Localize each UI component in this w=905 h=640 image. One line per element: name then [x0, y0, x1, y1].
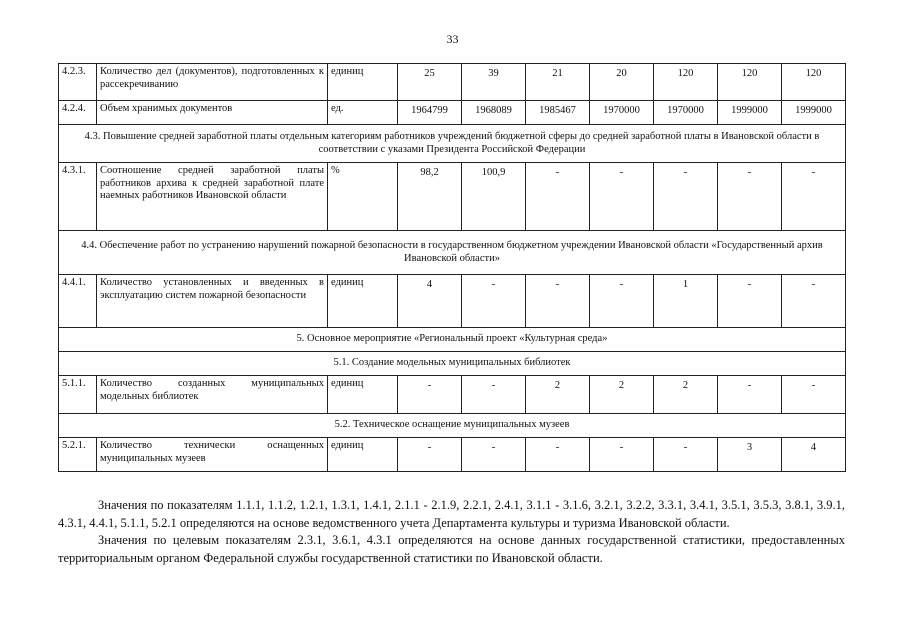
indicator-value: -	[782, 376, 846, 414]
indicator-name: Количество технически оснащенных муниципальных музеев	[97, 438, 328, 472]
indicator-value: 1964799	[398, 101, 462, 125]
note-paragraph: Значения по целевым показателям 2.3.1, 3.6.1, 4.3.1 определяются на основе данных государственной статистики, предоставленных территориальным органом Федеральной службы государственной статистики по Ивановской области.	[58, 533, 845, 565]
section-title: 4.4. Обеспечение работ по устранению нарушений пожарной безопасности в государственном бюджетном учреждении Ивановской области «Государственный архив Ивановской области»	[59, 231, 846, 275]
indicator-value: -	[782, 275, 846, 328]
indicator-value: 120	[654, 64, 718, 101]
indicator-unit: единиц	[328, 64, 398, 101]
indicator-name: Объем хранимых документов	[97, 101, 328, 125]
indicator-value: -	[782, 163, 846, 231]
indicator-value: -	[590, 163, 654, 231]
indicator-number: 4.2.4.	[59, 101, 97, 125]
indicator-value: 120	[782, 64, 846, 101]
section-title: 4.3. Повышение средней заработной платы отдельным категориям работников учреждений бюджетной сферы до средней заработной платы в Ивановской области в соответствии с указами Президента Российской Федерации	[59, 125, 846, 163]
indicator-value: 1970000	[654, 101, 718, 125]
indicator-value: 39	[462, 64, 526, 101]
indicator-unit: ед.	[328, 101, 398, 125]
indicator-value: -	[398, 438, 462, 472]
indicator-name: Количество дел (документов), подготовленных к рассекречиванию	[97, 64, 328, 101]
indicator-value: 1999000	[782, 101, 846, 125]
indicator-value: 1999000	[718, 101, 782, 125]
note-paragraph: Значения по показателям 1.1.1, 1.1.2, 1.2.1, 1.3.1, 1.4.1, 2.1.1 - 2.1.9, 2.2.1, 2.4.1, 3.1.1 - 3.1.6, 3.2.1, 3.2.2, 3.3.1, 3.4.1, 3.5.1, 3.5.3, 3.8.1, 3.9.1, 4.3.1, 4.4.1, 5.1.1, 5.2.1 определяются на основе ведомственного учета Департамента культуры и туризма Ивановской области.	[58, 498, 845, 530]
indicator-unit: единиц	[328, 438, 398, 472]
indicator-name: Количество установленных и введенных в эксплуатацию систем пожарной безопасности	[97, 275, 328, 328]
section-header-row	[59, 352, 846, 376]
table-row	[59, 101, 846, 125]
indicator-value: -	[718, 275, 782, 328]
section-header-row	[59, 328, 846, 352]
indicator-value: 100,9	[462, 163, 526, 231]
indicator-value: -	[718, 376, 782, 414]
table-row	[59, 275, 846, 328]
indicator-number: 4.2.3.	[59, 64, 97, 101]
section-header-row	[59, 414, 846, 438]
indicator-value: 4	[398, 275, 462, 328]
indicator-value: 98,2	[398, 163, 462, 231]
section-title: 5. Основное мероприятие «Региональный проект «Культурная среда»	[59, 328, 846, 352]
indicator-unit: единиц	[328, 275, 398, 328]
indicator-number: 5.2.1.	[59, 438, 97, 472]
table-row	[59, 163, 846, 231]
section-header-row	[59, 125, 846, 163]
indicator-value: 21	[526, 64, 590, 101]
indicator-value: -	[526, 163, 590, 231]
indicator-value: 2	[590, 376, 654, 414]
indicator-name: Соотношение средней заработной платы работников архива к средней заработной плате наемных работников Ивановской области	[97, 163, 328, 231]
indicator-value: -	[654, 163, 718, 231]
section-title: 5.2. Техническое оснащение муниципальных музеев	[59, 414, 846, 438]
indicator-number: 5.1.1.	[59, 376, 97, 414]
indicator-value: -	[654, 438, 718, 472]
indicator-value: 1985467	[526, 101, 590, 125]
section-header-row	[59, 231, 846, 275]
indicator-value: -	[526, 438, 590, 472]
page-number: 33	[446, 32, 459, 46]
notes	[58, 497, 845, 567]
indicator-value: -	[462, 376, 526, 414]
indicator-value: 1	[654, 275, 718, 328]
indicator-value: 3	[718, 438, 782, 472]
indicator-value: 1968089	[462, 101, 526, 125]
table-row	[59, 376, 846, 414]
indicator-value: 120	[718, 64, 782, 101]
indicator-unit: %	[328, 163, 398, 231]
indicator-value: -	[526, 275, 590, 328]
section-title: 5.1. Создание модельных муниципальных библиотек	[59, 352, 846, 376]
indicators-table	[58, 63, 846, 472]
indicator-value: -	[462, 438, 526, 472]
indicator-value: 4	[782, 438, 846, 472]
indicator-number: 4.3.1.	[59, 163, 97, 231]
table-row	[59, 438, 846, 472]
indicator-value: 25	[398, 64, 462, 101]
indicator-value: -	[398, 376, 462, 414]
indicator-value: -	[462, 275, 526, 328]
indicator-unit: единиц	[328, 376, 398, 414]
indicator-value: -	[590, 438, 654, 472]
indicator-value: -	[718, 163, 782, 231]
table-row	[59, 64, 846, 101]
indicator-value: -	[590, 275, 654, 328]
indicator-value: 2	[526, 376, 590, 414]
indicator-name: Количество созданных муниципальных модельных библиотек	[97, 376, 328, 414]
indicator-value: 20	[590, 64, 654, 101]
indicator-value: 2	[654, 376, 718, 414]
indicator-value: 1970000	[590, 101, 654, 125]
indicator-number: 4.4.1.	[59, 275, 97, 328]
